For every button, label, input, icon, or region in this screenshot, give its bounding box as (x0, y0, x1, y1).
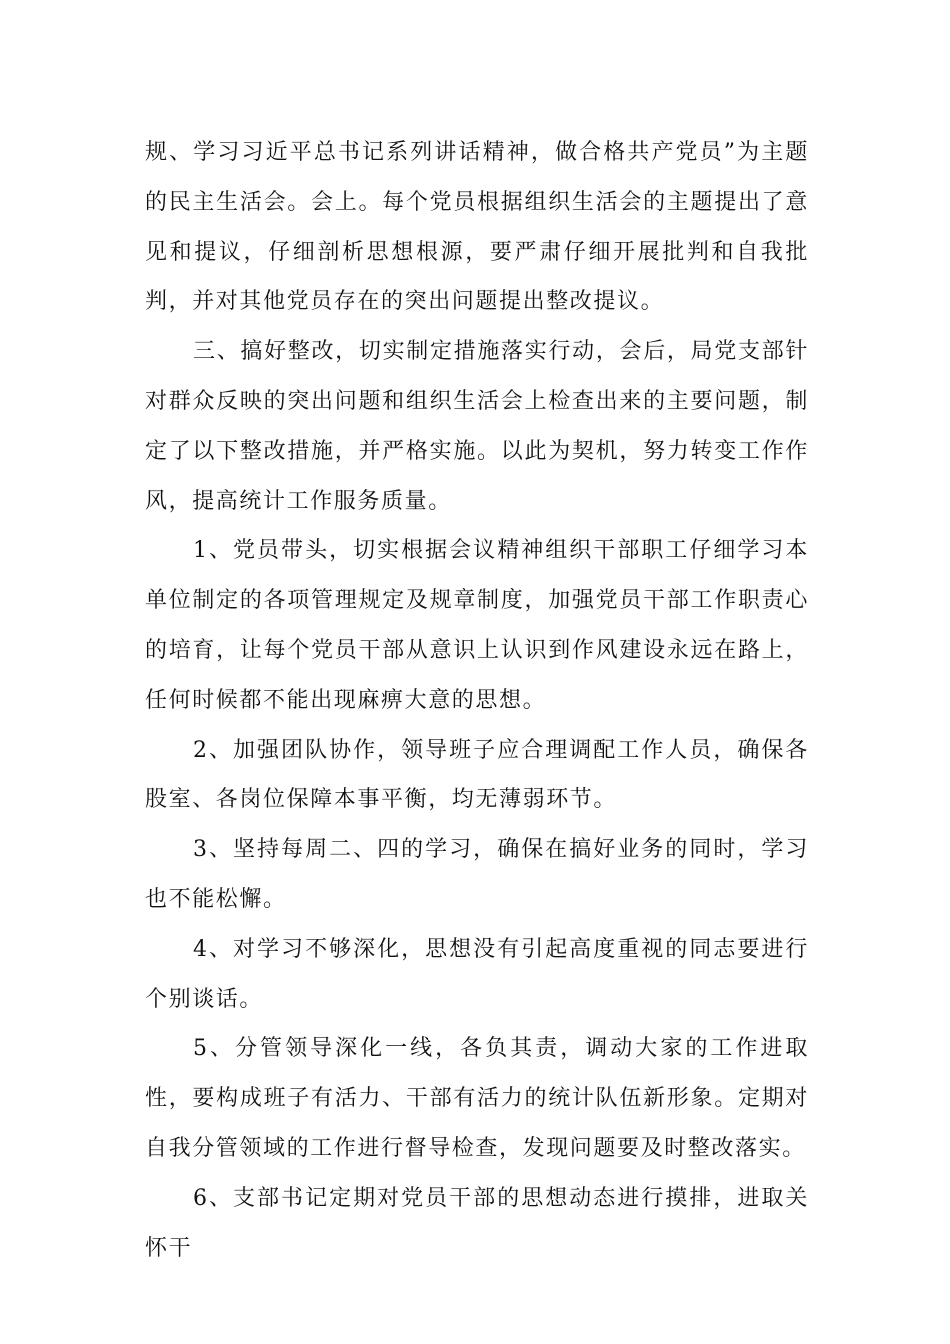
paragraph-4: 2、加强团队协作，领导班子应合理调配工作人员，确保各股室、各岗位保障本事平衡，均无薄弱环节。 (145, 737, 809, 813)
paragraph-8: 6、支部书记定期对党员干部的思想动态进行摸排，进取关怀干 (145, 1185, 809, 1261)
paragraph-3: 1、党员带头，切实根据会议精神组织干部职工仔细学习本单位制定的各项管理规定及规章制度，加强党员干部工作职责心的培育，让每个党员干部从意识上认识到作风建设永远在路上，任何时候都不能出现麻痹大意的思想。 (145, 538, 809, 713)
paragraph-7: 5、分管领导深化一线，各负其责，调动大家的工作进取性，要构成班子有活力、干部有活力的统计队伍新形象。定期对自我分管领域的工作进行督导检查，发现问题要及时整改落实。 (145, 1036, 809, 1161)
document-body (145, 128, 809, 1273)
paragraph-5: 3、坚持每周二、四的学习，确保在搞好业务的同时，学习也不能松懈。 (145, 837, 809, 912)
paragraph-6: 4、对学习不够深化，思想没有引起高度重视的同志要进行个别谈话。 (145, 936, 809, 1012)
paragraph-1: 规、学习习近平总书记系列讲话精神，做合格共产党员”为主题的民主生活会。会上。每个党员根据组织生活会的主题提出了意见和提议，仔细剖析思想根源，要严肃仔细开展批判和自我批判，并对其他党员存在的突出问题提出整改提议。 (145, 140, 809, 315)
paragraph-2: 三、搞好整改，切实制定措施落实行动，会后，局党支部针对群众反映的突出问题和组织生活会上检查出来的主要问题，制定了以下整改措施，并严格实施。以此为契机，努力转变工作作风，提高统计工作服务质量。 (145, 339, 809, 514)
